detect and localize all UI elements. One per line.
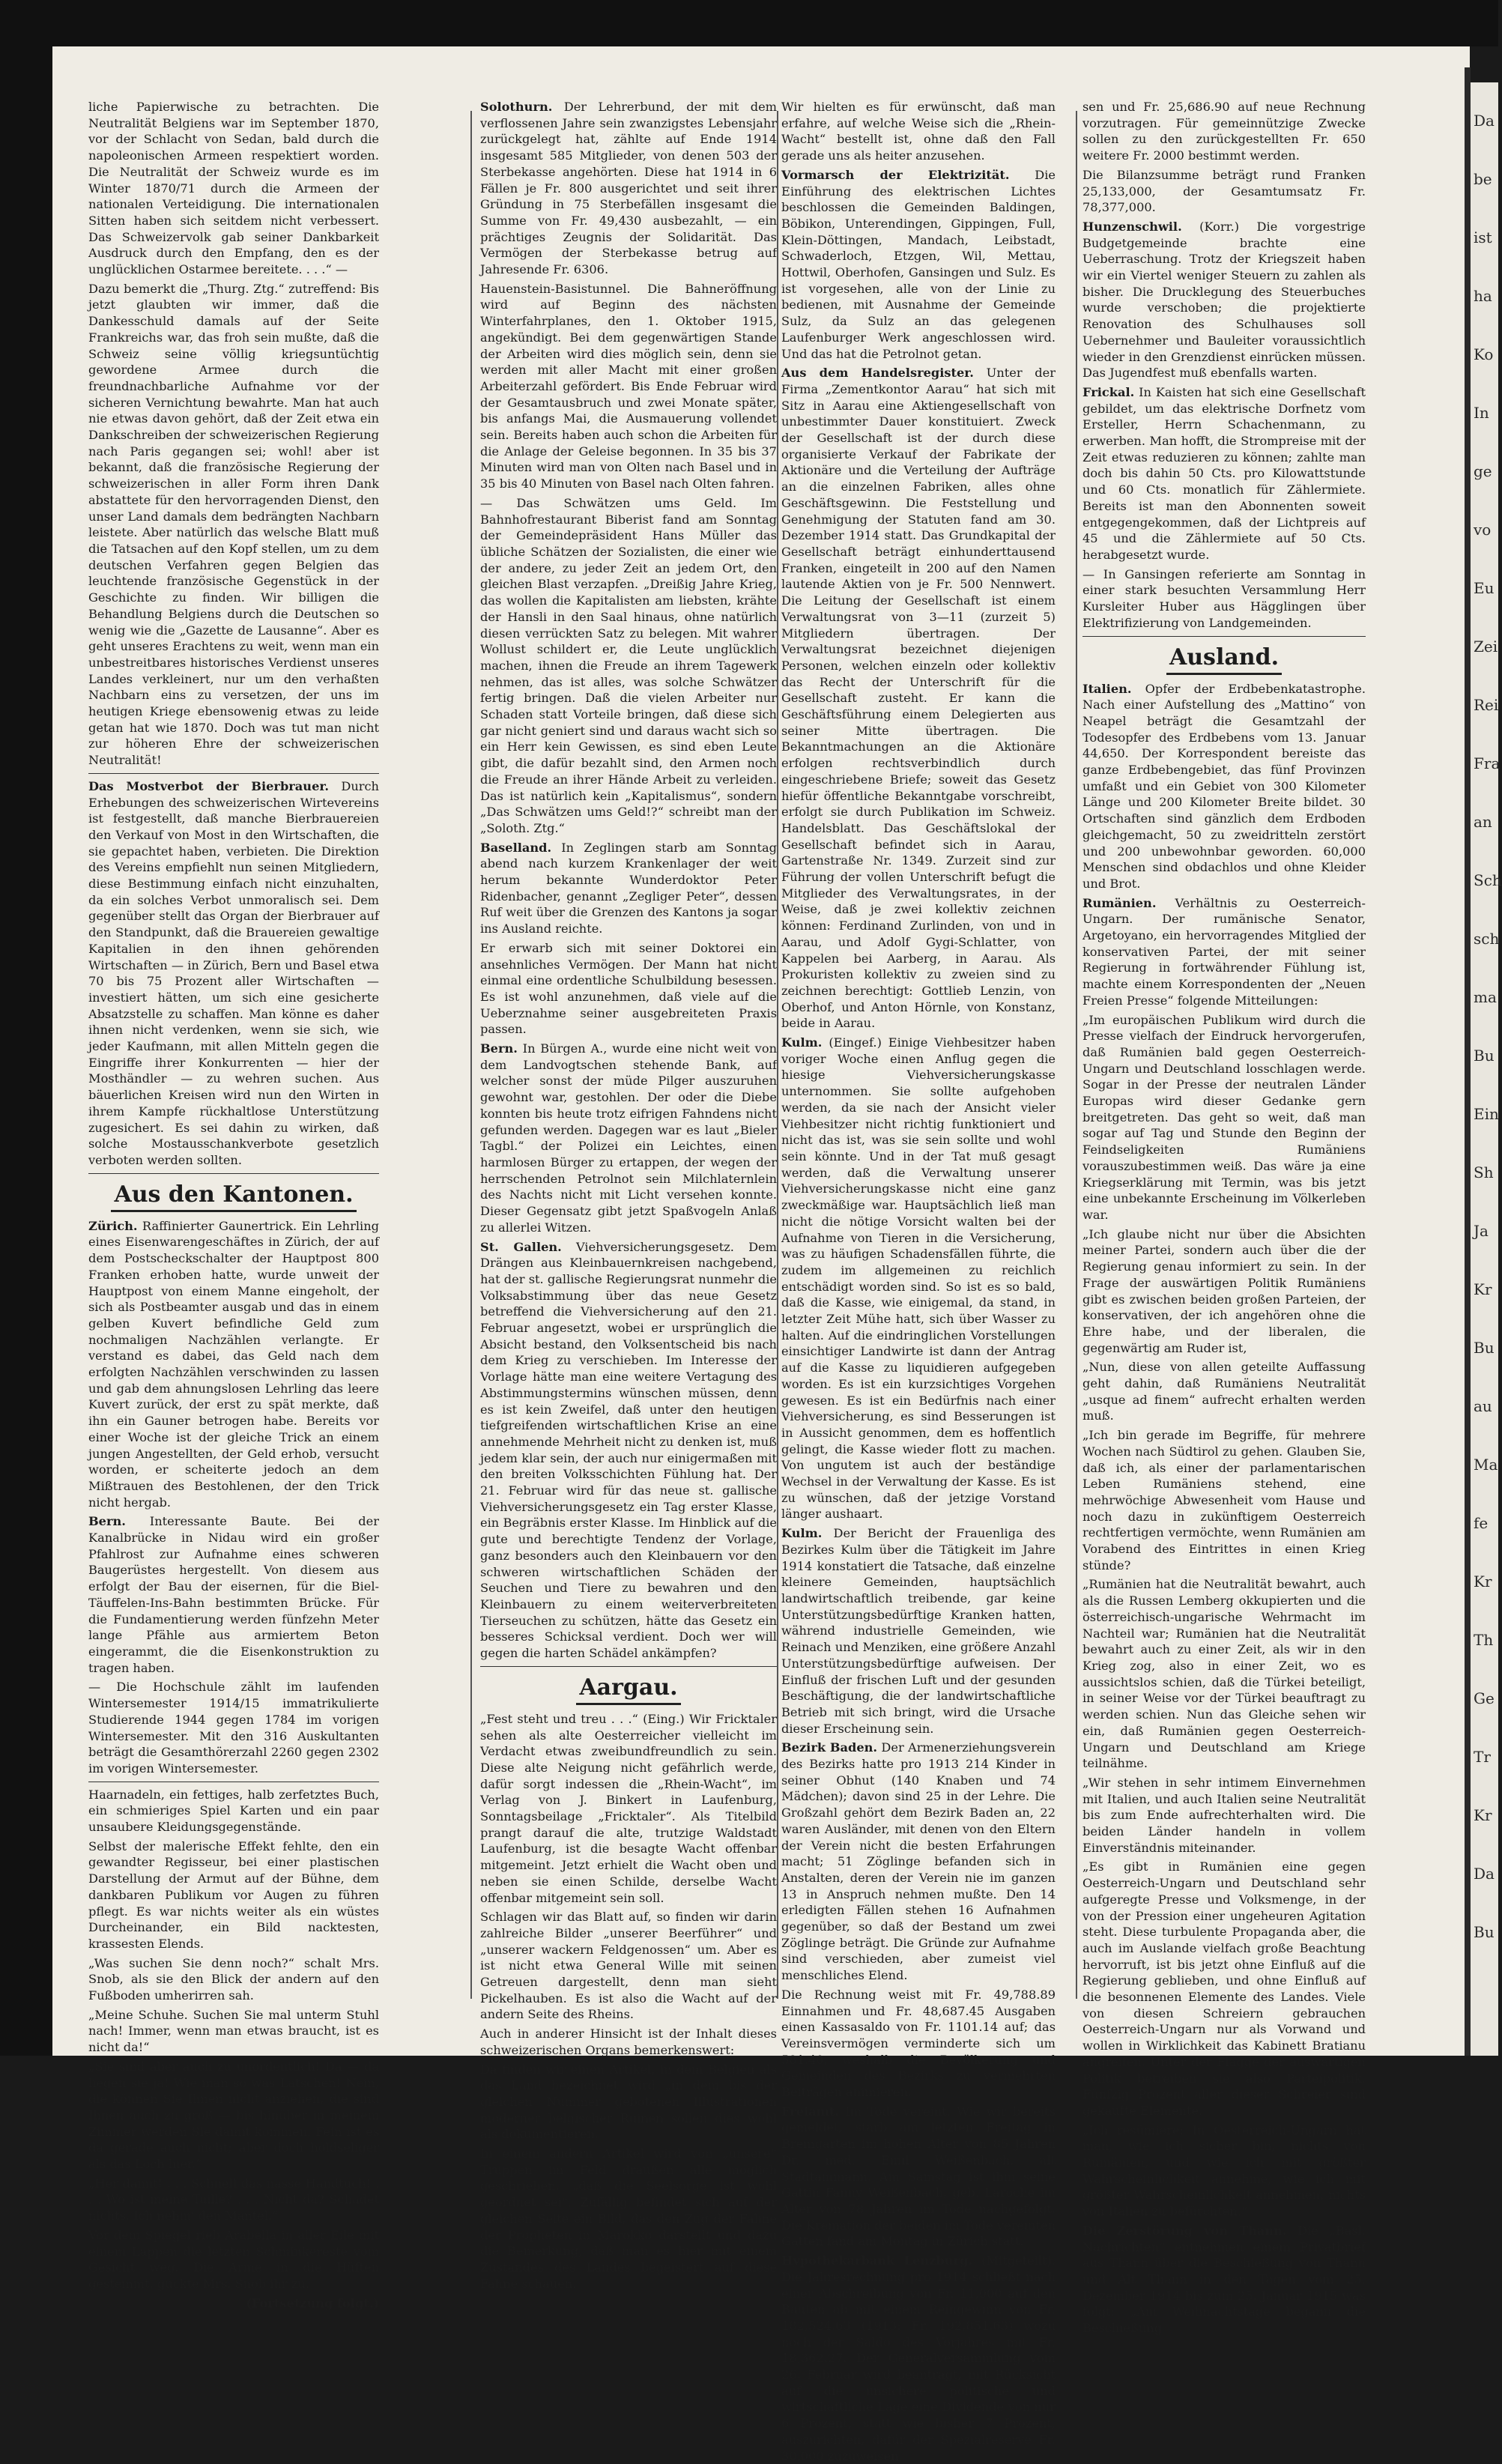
column-1 — [88, 99, 379, 2310]
article-body: (Korr.) Die vorgestrige Budgetgemeinde brachte eine Ueberraschung. Trotz der Kriegszeit haben wir ein Viertel weniger Steuern zu zahlen als bisher. Die Drucklegung des Steuerbuches wurde verschoben; die projektierte Renovation des Schulhauses soll Uebernehmer und Bauleiter voraussichtlich wieder in den Grenzdienst einrücken müssen. Das Jugendfest muß ebenfalls warten. — [1082, 219, 1366, 381]
article-paragraph: „Meine Schuhe. Suchen Sie mal unterm Stuhl nach! Immer, wenn man etwas braucht, ist es nicht da!“ — [88, 2007, 379, 2055]
continuation-note: (Fortsetzung folgt.) — [246, 2295, 379, 2310]
article-lead: Das Mostverbot der Bierbrauer. — [88, 778, 330, 793]
adjacent-page-fragment: Kr — [1474, 1572, 1492, 1590]
article-paragraph: Da finden wir einen Artikel, in dem Belgien als das Land bezeichnet wird „in dem bis der gleichen Nummer gebotenen Illustrationen moderner belgischer Ruinen sollen dies wohl als dokumentieren. — [480, 2062, 777, 2142]
article-body: In Bürgen A., wurde eine nicht weit von dem Landvogtschen stehende Bank, auf welcher sonst der müde Pilger auszuruhen gewohnt war, gestohlen. Der oder die Diebe konnten bis heute trotz eifrigen Fahndens nicht gefunden werden. Dagegen war es laut „Bieler Tagbl.“ der Polizei ein Leichtes, einen harmlosen Bürger zu ertappen, der wegen der herrschenden Petrolnot sein Milchlaternlein des Nachts nicht mit Licht versehen konnte. Dieser Gegensatz gibt jetzt Spaßvogeln Anlaß zu allerlei Witzen. — [480, 1041, 777, 1235]
article-lead: Vormarsch der Elektrizität. — [781, 167, 1010, 182]
adjacent-page-fragment: ha — [1474, 287, 1492, 305]
article-paragraph: sen und Fr. 25,686.90 auf neue Rechnung vorzutragen. Für gemeinnützige Zwecke sollen zu den zurückgestellten Fr. 650 weitere Fr. 2000 bestimmt werden. — [1082, 100, 1366, 163]
article-lead: Frickal. — [1082, 384, 1135, 399]
article-paragraph: Er erwarb sich mit seiner Doktorei ein ansehnliches Vermögen. Der Mann hat nicht einmal eine ordentliche Schulbildung besessen. Es ist wohl anzunehmen, daß viele auf die Ueberznahme seiner ausgebreiteten Praxis passen. — [480, 940, 777, 1037]
article-paragraph: „Sie sind aber auch zu unordentlich! Da — da liegen sie ja! Wie man so was Latschen! Nein, die können Sie Ihnen nicht anziehen, die sind Ihnen auch zu groß — bis hinüber in meinem Zimmer werden Sie damit kommen. Fein ist es da gerade auch nicht; aber doch holdseliger als das Loch hier.“ — [88, 2059, 379, 2172]
article-separator — [1082, 636, 1366, 637]
adjacent-page-fragment: Ein — [1474, 1105, 1499, 1123]
article-paragraph — [480, 1239, 777, 1662]
adjacent-page-fragment: Eu — [1474, 579, 1495, 597]
article-lead: Hunzenschwil. — [1082, 219, 1182, 234]
article-paragraph: Wir hielten es für erwünscht, daß man erfahre, auf welche Weise sich die „Rhein-Wacht“ bestellt ist, ohne daß den Fall gerade uns als heiter anzusehen. — [781, 100, 1056, 163]
article-paragraph — [1082, 384, 1366, 563]
article-paragraph — [88, 1513, 379, 1676]
article-lead: St. Gallen. — [480, 1239, 562, 1254]
article-lead: Rumänien. — [1082, 895, 1157, 910]
article-paragraph: „Ich glaube nicht nur über die Absichten meiner Partei, sondern auch über die der Regierung genau informiert zu sein. In der Frage der auswärtigen Politik Rumäniens gibt es zwischen beiden großen Parteien, der konservativen, der ich angehören ohne die Ehre habe, und der liberalen, die gegenwärtig am Ruder ist, — [1082, 1226, 1366, 1355]
article-paragraph — [781, 2253, 1056, 2464]
article-paragraph: „Fest steht und treu . . .“ (Eing.) Wir Fricktaler sehen als alte Oesterreicher vielleicht im Verdacht etwas zweibundfreundlich zu sein. Diese alte Neigung nicht gefährlich werde, dafür sorgt indessen die „Rhein-Wacht“, im Verlag von J. Binkert in Laufenburg, Sonntagsbeilage „Fricktaler“. Als Titelbild prangt darauf die alte, trutzige Waldstadt Laufenburg, ist die besagte Wacht offenbar mitgemeint. Jetzt erhielt die Wacht oben und neben sie einen Schilde, derselbe Wacht offenbar mitgemeint sein soll. — [480, 1711, 777, 1905]
adjacent-page-fragment: Th — [1474, 1631, 1494, 1649]
adjacent-page-fragment: Fra — [1474, 754, 1501, 772]
article-lead: Kulm. — [781, 1035, 823, 1050]
adjacent-page-fragment: ge — [1474, 462, 1492, 480]
article-body: Opfer der Erdbebenkatastrophe. Nach einer Aufstellung des „Mattino“ von Neapel beträgt die Gesamtzahl der Todesopfer des Erdbebens vom 13. Januar 44,650. Der Korrespondent bereiste das ganze Erdbebengebiet, das fünf Provinzen umfaßt und ein Gebiet von 300 Kilometer Länge und 200 Kilometer Breite bildet. 30 Ortschaften sind gänzlich dem Erdboden gleichgemacht, 50 zu zweidritteln zerstört und 200 unbewohnbar geworden. 60,000 Menschen sind obdachlos und ohne Kleider und Brot. — [1082, 681, 1366, 891]
article-lead: Italien. — [1082, 681, 1132, 696]
article-paragraph: „Es gibt in Rumänien eine gegen Oesterreich-Ungarn und Deutschland sehr aufgeregte Presse und Volksmenge, in der von der Pression einer ungeheuren Agitation steht. Diese turbulente Propaganda aber, die auch im Auslande vielfach große Beachtung hervorruft, ist bis jetzt ohne Einfluß auf die Regierung geblieben, und ohne Einfluß auf die besonnenen Elemente des Landes. Viele von diesen Schreiern gebrauchen Oesterreich-Ungarn nur als Vorwand und wollen in Wirklichkeit das Kabinett Bratianu angreifen. Unter der Flagge der auswärtigen Politik betreiben sie also Parteipolitik. Fünfzig Prozent aller dieser Schreier sind gekaufte Elemente. — [1082, 1859, 1366, 2118]
article-paragraph: „Was suchen Sie denn noch?“ schalt Mrs. Snob, als sie den Blick der andern auf den Fußboden umherirren sah. — [88, 1955, 379, 2003]
article-body: Raffinierter Gaunertrick. Ein Lehrling eines Eisenwarengeschäftes in Zürich, der auf dem Postscheckschalter der Hauptpost 800 Franken erhoben hatte, wurde unweit der Hauptpost von einem Manne eingeholt, der sich als Postbeamter ausgab und das in einem gelben Kuvert befindliche Geld zum nochmaligen Nachzählen verlangte. Er verstand es dabei, das Geld nach dem erfolgten Nachzählen verschwinden zu lassen und gab dem ahnungslosen Lehrling das leere Kuvert zurück, der erst zu spät merkte, daß ihn ein Gauner betrogen habe. Bereits vor einer Woche ist der gleiche Trick an einem jungen Angestellten, der Geld erhob, versucht worden, er scheiterte jedoch an dem Mißtrauen des Bestohlenen, der den Trick nicht hergab. — [88, 1218, 379, 1510]
article-body: Unter der Firma „Zementkontor Aarau“ hat sich mit Sitz in Aarau eine Aktiengesellschaft von unbestimmter Dauer konstituiert. Zweck der Gesellschaft ist der durch diese organisierte Verkauf der Fabrikate der Aktionäre und die Verteilung der Aufträge an die einzelnen Fabriken, alles ohne Geschäftsgewinn. Die Feststellung und Genehmigung der Statuten fand am 30. Dezember 1914 statt. Das Grundkapital der Gesellschaft beträgt einhunderttausend Franken, eingeteilt in 200 auf den Namen lautende Aktien von je Fr. 500 Nennwert. Die Leitung der Gesellschaft ist einem Verwaltungsrat von 3—11 (zurzeit 5) Mitgliedern übertragen. Der Verwaltungsrat bezeichnet diejenigen Personen, welchen einzeln oder kollektiv das Recht der Unterschrift für die Gesellschaft zusteht. Er kann die Geschäftsführung einem Delegierten aus seiner Mitte übertragen. Die Bekanntmachungen an die Aktionäre erfolgen rechtsverbindlich durch eingeschriebene Briefe; soweit das Gesetz hiefür öffentliche Bekanntgabe vorschreibt, erfolgt sie durch Publikation im Schweiz. Handelsblatt. Das Geschäftslokal der Gesellschaft befindet sich in Aarau, Gartenstraße Nr. 1349. Zurzeit sind zur Führung der vollen Unterschrift befugt die Mitglieder des Verwaltungsrates, in der Weise, daß je zwei kollektiv zeichnen können: Ferdinand Zurlinden, von und in Aarau, und Adolf Gygi-Schlatter, von Kappelen bei Aarberg, in Aarau. Als Prokuristen kollektiv zu zweien sind zu zeichnen berechtigt: Gottlieb Lenzin, von Oberhof, und Anton Hörnle, von Konstanz, beide in Aarau. — [781, 366, 1056, 1031]
article-lead: Freiamt. — [781, 2104, 839, 2119]
adjacent-page-fragment: In — [1474, 404, 1489, 422]
article-body: Viehversicherungsgesetz. Dem Drängen aus Kleinbauernkreisen nachgebend, hat der st. gallische Regierungsrat nunmehr die Volksabstimmung über das neue Gesetz betreffend die Viehversicherung auf den 21. Februar angesetzt, wobei er ursprünglich die Absicht bestand, den Volksentscheid bis nach dem Krieg zu verschieben. Im Interesse der Vorlage hätte man eine weitere Vertagung des Abstimmungstermins wünschen müssen, denn es ist kein Zweifel, daß unter den heutigen tiefgreifenden wirtschaftlichen Krise an eine annehmende Mehrheit nicht zu denken ist, muß jedem klar sein, der auch nur einigermaßen mit den breiten Volksschichten Fühlung hat. Der 21. Februar wird für das neue st. gallische Viehversicherungsgesetz ein Tag erster Klasse, ein Begräbnis erster Klasse. Im Hinblick auf die gute und berechtigte Tendenz der Vorlage, ganz besonders auch den Kleinbauern vor den schweren wirtschaftlichen Schäden der Seuchen und Tiere zu bewahren und den Kleinbauern zu einem weiterverbreiteten Tierseuchen zu schützen, hätte das Gesetz ein besseres Schicksal verdient. Doch wer will gegen die harten Schädel ankämpfen? — [480, 1239, 777, 1661]
adjacent-page-fragment: Zei — [1474, 638, 1498, 656]
adjacent-page-fragment: an — [1474, 813, 1492, 831]
adjacent-page-fragment: au — [1474, 1397, 1492, 1415]
article-lead: Aus dem Handelsregister. — [781, 366, 974, 381]
article-paragraph: Hauenstein-Basistunnel. Die Bahneröffnung wird auf Beginn des nächsten Winterfahrplanes, den 1. Oktober 1915, angekündigt. Bei dem gegenwärtigen Stande der Arbeiten wird dies möglich sein, denn sie werden mit aller Macht mit einer großen Arbeiterzahl gefördert. Bis Ende Februar wird der Gesamtausbruch und zwei Monate später, bis anfangs Mai, die Ausmauerung vollendet sein. Bereits haben auch schon die Arbeiten für die Anlage der Geleise begonnen. In 35 bis 37 Minuten wird man von Olten nach Basel und in 35 bis 40 Minuten von Basel nach Olten fahren. — [480, 281, 777, 491]
article-paragraph: „Ich bin gerade im Begriffe, für mehrere Wochen nach Südtirol zu gehen. Glauben Sie, daß ich, als einer der parlamentarischen Leben Rumäniens stehend, eine mehrwöchige Abwesenheit vom Hause und noch dazu in zukünftigem Oesterreich rechtfertigen vermöchte, wenn Rumänien am Vorabend des Eintrittes in einen Krieg stünde? — [1082, 1428, 1366, 1572]
column-2 — [480, 99, 777, 2291]
adjacent-page-fragment: Ko — [1474, 345, 1494, 363]
article-lead: Solothurn. — [480, 100, 553, 114]
adjacent-page-fragment: Ge — [1474, 1689, 1495, 1707]
adjacent-page-fragment: Kr — [1474, 1806, 1492, 1824]
column-3 — [781, 99, 1056, 2463]
article-lead: Bern. — [88, 1514, 126, 1529]
page-fold-edge — [1465, 67, 1471, 2056]
article-lead: Zürich. — [88, 1218, 138, 1233]
adjacent-page-fragment: Bu — [1474, 1047, 1495, 1065]
article-paragraph — [781, 167, 1056, 362]
article-body: In Kaisten hat sich eine Gesellschaft gebildet, um das elektrische Dorfnetz vom Ersteller, Herrn Schachenmann, zu erwerben. Man hofft, die Strompreise mit der Zeit etwas reduzieren zu können; zahlte man doch bis dahin 50 Cts. pro Kilowattstunde und 60 Cts. monatlich für Zählermiete. Bereits ist man den Abonnenten soweit entgegengekommen, daß der Lichtpreis auf 45 und die Zählermiete auf 50 Cts. herabgesetzt wurde. — [1082, 384, 1366, 562]
article-paragraph: Selbst der malerische Effekt fehlte, den ein gewandter Regisseur, bei einer plastischen Darstellung der Armut auf der Bühne, dem dankbaren Publikum vor Augen zu führen pflegt. Es war nichts weiter als ein wüstes Durcheinander, ein Bild nacktesten, krassesten Elends. — [88, 1838, 379, 1951]
article-lead: Bern. — [480, 1041, 518, 1056]
article-body: In Zeglingen starb am Sonntag abend nach kurzem Krankenlager der weit herum bekannte Wunderdoktor Peter Ridenbacher, genannt „Zegliger Peter“, dessen Ruf weit über die Grenzen des Kantons ja sogar ins Ausland reichte. — [480, 840, 777, 936]
article-body: (Mitgeteilt). Die Jahresrechnung pro 1914 schließt nach einer Abschreibung von Fr. 11,000 auf den Bauten ab mit einem Reingewinn von Fr. 182,524.63 (1913: Fr. 192,851.63) wozu noch der Saldo des Vorjahres mit Fr. 18,362.27. Der Generalversammlung vom 26. Februar wird beantragt, mit Rücksicht auf die unsichere politische und wirtschaftliche Lage eine Dividende von nur 6 Prozent, statt wie bisher 7 Prozent, auszurichten, dafür der Spezialreserve Fr. 30,000 zuzuweisen — [781, 2253, 1056, 2463]
adjacent-page-fragment: fe — [1474, 1514, 1489, 1532]
section-heading: Aus den Kantonen. — [111, 1181, 356, 1212]
article-separator — [88, 1173, 379, 1174]
article-paragraph: liche Papierwische zu betrachten. Die Neutralität Belgiens war im September 1870, vor der Schlacht von Sedan, bald durch die napoleonischen Armeen respektiert worden. Die Neutralität der Schweiz wurde es im Winter 1870/71 durch die Armeen der nationalen Verteidigung. Die internationalen Sitten haben sich seitdem nicht verbessert. Das Schweizervolk gab seiner Dankbarkeit Ausdruck durch den Empfang, den es der unglücklichen Ostarmee bereitete. . . .“ — — [88, 100, 379, 277]
article-body: Der Armenerziehungsverein des Bezirks hatte pro 1913 214 Kinder in seiner Obhut (140 Knaben und 74 Mädchen); davon sind 25 in der Lehre. Die Großzahl gehört dem Bezirk Baden an, 22 waren Ausländer, mit denen von den Eltern der Verein nicht die besten Erfahrungen macht; 51 Zöglinge befanden sich in Anstalten, deren der Verein nie im ganzen 13 in Anspruch nehmen mußte. Den 14 erledigten Fällen stehen 16 Aufnahmen gegenüber, so daß der Bestand um zwei Zöglinge beträgt. Die Gründe zur Aufnahme sind verschieden, aber zumeist viel menschliches Elend. — [781, 1740, 1056, 1983]
column-rule-2 — [777, 111, 778, 1999]
article-body: Die Einführung des elektrischen Lichtes beschlossen die Gemeinden Baldingen, Böbikon, Unterendingen, Gippingen, Full, Klein-Döttingen, Mandach, Leibstadt, Schwaderloch, Etzgen, Wil, Mettau, Hottwil, Oberhofen, Gansingen und Sulz. Es ist vorgesehen, alle von der Linie zu bedienen, mit Ausnahme der Gemeinde Sulz, da Sulz an das gelegenen Laufenburger Werk angeschlossen wird. Und das hat die Petrolnot getan. — [781, 167, 1056, 361]
adjacent-page-fragment: Da — [1474, 1865, 1495, 1883]
section-heading: Aargau. — [576, 1674, 680, 1705]
article-body: (Eingef.) Einige Viehbesitzer haben voriger Woche einen Anflug gegen die hiesige Viehversicherungskasse unternommen. Sie sollte aufgehoben werden, da sie nach der Ansicht vieler Viehbesitzer nicht richtig funktioniert und nicht das ist, was sie sein sollte und wohl sein könnte. Und in der Tat muß gesagt werden, daß die Verwaltung unserer Viehversicherungskasse nicht eine ganz zweckmäßige war. Hauptsächlich ließ man nicht die nötige Vorsicht walten bei der Aufnahme von Tieren in die Versicherung, was zu häufigen Schadensfällen führte, die zudem im allgemeinen zu reichlich entschädigt worden sind. So ist es so bald, daß die Kasse, wie einigemal, da stand, in letzter Zeit Mühe hatt, sich über Wasser zu halten. Auf die eindringlichen Vorstellungen einsichtiger Landwirte ist dann der Antrag auf die Kasse zu liquidieren aufgegeben worden. Es ist ein kurzsichtiges Vorgehen gewesen. Es ist ein Bedürfnis nach einer Viehversicherung, es sind Besserungen ist in Aussicht genommen, dem es hoffentlich gelingt, die Kasse wieder flott zu machen. Von ungutem ist auch der beständige Wechsel in der Verwaltung der Kasse. Es ist zu wünschen, daß der jetzige Vorstand länger aushaart. — [781, 1035, 1056, 1522]
article-paragraph — [480, 1041, 777, 1235]
article-paragraph: Schlagen wir das Blatt auf, so finden wir darin zahlreiche Bilder „unserer Beerführer“ und „unserer wackern Feldgenossen“ um. Aber es ist nicht etwa General Wille mit seinen Getreuen dargestellt, denn man sieht Pickelhauben. Es ist also die Wacht auf der andern Seite des Rheins. — [480, 1910, 777, 2022]
adjacent-page-fragment: Ja — [1474, 1222, 1489, 1240]
article-paragraph: — In Gansingen referierte am Sonntag in einer stark besuchten Versammlung Herr Kursleiter Huber aus Hägglingen über Elektrifizierung von Landgemeinden. — [1082, 566, 1366, 630]
article-body: Verhältnis zu Oesterreich-Ungarn. Der rumänische Senator, Argetoyano, ein hervorragendes Mitglied der konservativen Partei, der mit seiner Regierung in fortwährender Fühlung ist, machte einem Korrespondenten der „Neuen Freien Presse“ folgende Mitteilungen: — [1082, 895, 1366, 1008]
article-paragraph — [88, 778, 379, 1169]
article-paragraph: Haarnadeln, ein fettiges, halb zerfetztes Buch, ein schmieriges Spiel Karten und ein paar unsaubere Kleidungsgegenstände. — [88, 1787, 379, 1835]
article-paragraph — [781, 1035, 1056, 1522]
article-lead: Die Zerstörung von Thann. — [1082, 2223, 1287, 2238]
adjacent-page-fragment: Bu — [1474, 1339, 1495, 1357]
article-paragraph — [480, 840, 777, 937]
article-paragraph — [1082, 681, 1366, 892]
article-lead: Hypothekarbank Lenzburg. — [781, 2253, 973, 2268]
adjacent-page-fragment: sch — [1474, 930, 1500, 948]
adjacent-page-fragment: ma — [1474, 988, 1497, 1006]
adjacent-page-fragment: Sch — [1474, 871, 1502, 889]
column-rule-1 — [470, 111, 472, 1999]
article-paragraph: „Ich resümiere: In Oesterreich-Ungarn hat man, wie ich sicher bin, nichts von Rumänien, und wie ich mit größter Wahrscheinlichkeit annehme, wie ich mit größter Wahrscheinlichkeit annehmen, nichts von Italien zu befürchten.“ — [1082, 2122, 1366, 2219]
column-rule-3 — [1076, 111, 1077, 1999]
adjacent-page-fragment: be — [1474, 170, 1492, 188]
adjacent-page-fragment: vo — [1474, 521, 1492, 539]
adjacent-page-strip — [1471, 82, 1502, 2056]
article-body: Der Lehrerbund, der mit dem verflossenen Jahre sein zwanzigstes Lebensjahr zurückgelegt hat, zählte auf Ende 1914 insgesamt 585 Mitglieder, von denen 503 der Sterbekasse angehörten. Diese hat 1914 in 6 Fällen je Fr. 800 ausgerichtet und seit ihrer Gründung in 75 Sterbefällen insgesamt die Summe von Fr. 49,430 ausbezahlt, — ein prächtiges Zeugnis der Solidarität. Das Vermögen der Sterbekasse betrug auf Jahresende Fr. 6306. — [480, 100, 777, 277]
article-paragraph: In einem andern Artikel wird von „unsere“ Truppen im Feld draußen alle möglich geschrieben, „daß die Seelsorge ist wohl geordnet sei“. Zufällig befindet sich auf der gleichen Seite ein Bild, das den Zug der Fahne der Propheten in Marokko darstellt und dazu die Bemerkung, daß man es hier mit einem Zustandes des Landes begeistert auf diese Fahne schauen. — [480, 2146, 777, 2291]
column-4 — [1082, 99, 1366, 2336]
article-paragraph: Die Rechnung weist mit Fr. 49,788.89 Einnahmen und Fr. 48,687.45 Ausgaben einen Kassasaldo von Fr. 1101.14 auf; das Vereinsvermögen verminderte sich um 581.40, weshalb die Bevölkerung und Gemeinden des Bezirks zu vermehrten Beiträgen animieren. — [781, 1987, 1056, 2100]
adjacent-page-fragment: Ma — [1474, 1456, 1498, 1474]
article-paragraph: „Nun, diese von allen geteilte Auffassung geht dahin, daß Rumäniens Neutralität „usque ad finem“ aufrecht erhalten werden muß. — [1082, 1360, 1366, 1423]
article-paragraph — [1082, 2223, 1366, 2337]
article-body: Im Tode vereint. Wie wir bereits gemeldet, starb am letzten Freitag in Bremgarten im hohen Alter von 85 Jahren Dr. med. Emil Weißenbach, alt Stadtammann. Am Samstag ist ihm seine Gattin Fanny Weißenbach, geb. Laroche im Alter von 78 Jahren im Tode nachgefolgt. Die Kremation der beiden im Tode vereinten Gatten fand am Montag in Zürich statt. — [781, 2104, 1056, 2249]
article-paragraph — [781, 365, 1056, 1032]
adjacent-page-fragment: Rei — [1474, 696, 1499, 714]
article-paragraph — [480, 99, 777, 278]
adjacent-page-fragment: Kr — [1474, 1280, 1492, 1298]
article-lead: Baselland. — [480, 840, 552, 855]
article-paragraph — [781, 1525, 1056, 1737]
article-paragraph — [781, 2104, 1056, 2250]
adjacent-page-fragment: Tr — [1474, 1748, 1491, 1766]
adjacent-page-fragment: Sh — [1474, 1163, 1494, 1181]
scan-border-top — [0, 0, 1498, 46]
adjacent-page-fragment: Bu — [1474, 1923, 1495, 1941]
adjacent-page-fragment: Da — [1474, 112, 1495, 130]
article-paragraph: Die Bilanzsumme beträgt rund Franken 25,133,000, der Gesamtumsatz Fr. 78,377,000. — [1082, 167, 1366, 215]
article-body: Interessante Baute. Bei der Kanalbrücke in Nidau wird ein großer Pfahlrost zur Aufnahme eines schweren Baugerüstes hergestellt. Von diesem aus erfolgt der Bau der eisernen, für die Biel-Täuffelen-Ins-Bahn bestimmten Brücke. Für die Fundamentierung werden fünfzehn Meter lange Pfähle aus armiertem Beton eingerammt, die die Eisenkonstruktion zu tragen haben. — [88, 1514, 379, 1675]
article-paragraph: „Rumänien hat die Neutralität bewahrt, auch als die Russen Lemberg okkupierten und die österreichisch-ungarische Wehrmacht im Nachteil war; Rumänien hat die Neutralität bewahrt auch zu einer Zeit, als wir in den Krieg zog, also in einer Zeit, wo es aussichtslos schien, daß die Türkei beteiligt, in seiner Weise vor der Türkei beauftragt zu werden schien. Nun das Gleiche sehen wir ein, daß Rumänien gegen Oesterreich-Ungarn und Deutschland am Kriege teilnähme. — [1082, 1577, 1366, 1771]
article-paragraph: — Das Schwätzen ums Geld. Im Bahnhofrestaurant Biberist fand am Sonntag der Gemeindepräsident Hans Müller das übliche Schätzen der Sozialisten, die einer wie der andere, zu jeder Zeit an jedem Ort, den gleichen Blast verzapfen. „Dreißig Jahre Krieg, das wollen die Kapitalisten am liebsten, krähte der Hansli in den Saal hinaus, ohne natürlich diesen verrückten Satz zu belegen. Mit wahrer Wollust schildert er, die Leute unglücklich machen, ihnen die Freude an ihrem Tagewerk nehmen, das ist alles, was solche Schwätzer fertig bringen. Daß die vielen Arbeiter nur Schaden statt Vorteile bringen, daß diese sich gar nicht geniert sind und daraus wacht sich so ein Herr kein Gewissen, es sind eben Leute gibt, die dafür bezahlt sind, den Armen noch die Freude an ihrer Hände Arbeit zu verleiden. Das ist natürlich kein „Kapitalismus“, sondern „Das Schwätzen ums Geld!?“ schreibt man der „Soloth. Ztg.“ — [480, 495, 777, 835]
article-body: Die „Basl. Nachrichten“ entnehmen einem Privatbrief aus Thann über die Beschießung von Thann und Alt Thann in den Tagen vom 25. Dezember 1914 bis zum 25. Januar 1915 was folgt: „Am Weihnachtstage begann die Beschießung — [1082, 2223, 1366, 2336]
adjacent-page-fragment: ist — [1474, 228, 1492, 246]
article-body: Der Bericht der Frauenliga des Bezirkes Kulm über die Tätigkeit im Jahre 1914 konstatiert die Tatsache, daß einzelne kleinere Gemeinden, hauptsächlich landwirtschaftlich treibende, gar keine Unterstützungsbedürftige Kranken hatten, während industrielle Gemeinden, wie Reinach und Menziken, eine größere Anzahl Unterstützungsbedürftige aufweisen. Der Einfluß der frischen Luft und der gesunden Beschäftigung, die der landwirtschaftliche Betrieb mit sich bringt, wird die Ursache dieser Erscheinung sein. — [781, 1526, 1056, 1736]
section-heading: Ausland. — [1166, 644, 1282, 675]
article-separator — [88, 773, 379, 774]
article-paragraph: Vor dem Spiegel rieb Arabella in aller Eile mit einem Lappen die letzten Schminkereste vom Gesicht weg. Die Arme in die Hüften gestemmt, guckte Mrs. Snob ihr zu. — [88, 2227, 379, 2291]
article-paragraph: Dazu bemerkt die „Thurg. Ztg.“ zutreffend: Bis jetzt glaubten wir immer, daß die Dankesschuld damals auf der Seite Frankreichs war, das froh sein mußte, daß die Schweiz seine völlig kriegsuntüchtig gewordene Armee durch die freundnachbarliche Aufnahme vor der sicheren Vernichtung bewahrte. Man hat auch nie etwas davon gehört, daß der Zeit etwa ein Dankschreiben der schweizerischen Regierung nach Paris gegangen sei; wohl! aber ist bekannt, daß die französische Regierung der schweizerischen in aller Form ihren Dank abstattete für den hervorragenden Dienst, den unser Land damals dem bedrängten Nachbarn leistete. Aber natürlich das welsche Blatt muß die Tatsachen auf den Kopf stellen, um zu dem deutschen Verfahren gegen Belgien das leuchtende französische Gegenstück in der Geschichte zu finden. Wir billigen die Behandlung Belgiens durch die Deutschen so wenig wie die „Gazette de Lausanne“. Aber es geht unseres Erachtens zu weit, wenn man ein unbestreitbares historisches Verdienst unseres Landes verkleinert, nur um den verhaßten Nachbarn eins zu versetzen, der uns im heutigen Kriege ebensowenig etwas zu leide getan hat wie 1870. Doch was tut man nicht zur höheren Ehre der schweizerischen Neutralität! — [88, 281, 379, 768]
article-paragraph: „Im europäischen Publikum wird durch die Presse vielfach der Eindruck hervorgerufen, daß Rumänien bald gegen Oesterreich-Ungarn und Deutschland losschlagen werde. Sogar in der Presse der neutralen Länder Europas wird dieser Gedanke gern breitgetreten. Das geht so weit, daß man sogar auf Tag und Stunde den Beginn der Feindseligkeiten Rumäniens vorauszubestimmen weiß. Das wäre ja eine Kriegserklärung mit Termin, was bis jetzt eine unbekannte Erscheinung im Völkerleben war. — [1082, 1012, 1366, 1222]
article-paragraph: — Die Hochschule zählt im laufenden Wintersemester 1914/15 immatrikulierte Studierende 1944 gegen 1784 im vorigen Wintersemester. Mit den 316 Auskultanten beträgt die Gesamthörerzahl 2260 gegen 2302 im vorigen Wintersemester. — [88, 1680, 379, 1776]
article-paragraph: „Wir stehen in sehr intimem Einvernehmen mit Italien, und auch Italien seine Neutralität bis zum Ende aufrechterhalten wird. Die beiden Länder handeln in vollem Einverständnis miteinander. — [1082, 1775, 1366, 1855]
article-paragraph — [781, 1740, 1056, 1984]
article-lead: Bezirk Baden. — [781, 1740, 878, 1755]
article-body: Durch Erhebungen des schweizerischen Wirtevereins ist festgestellt, daß manche Bierbrauereien den Verkauf von Most in den Wirtschaften, die sie gepachtet haben, verbieten. Die Direktion des Vereins empfiehlt nun seinen Mitgliedern, diese Bestimmung einfach nicht einzuhalten, da ein solches Verbot unmoralisch sei. Dem gegenüber stellt das Organ der Bierbrauer auf den Standpunkt, daß die Brauereien gewaltige Kapitalien in den ihnen gehörenden Wirtschaften — in Zürich, Bern und Basel etwa 70 bis 75 Prozent aller Wirtschaften — investiert hätten, um sich eine gesicherte Absatzstelle zu schaffen. Man könne es daher ihnen nicht verdenken, wenn sie sich, wie jeder Kaufmann, mit allen Mitteln gegen die Eingriffe ihrer Konkurrenten — hier der Mosthändler — zu wehren suchen. Aus bäuerlichen Kreisen wird nun den Wirten in ihrem Kampfe rückhaltlose Unterstützung zugesichert. Es sei dahin zu wirken, daß solche Mostausschankverbote gesetzlich verboten werden sollten. — [88, 778, 379, 1167]
article-lead: Kulm. — [781, 1526, 823, 1541]
article-paragraph: „Her damit! . . . Schnell das nasse Handtuch! . . . Wo ist meine Taille? . . . Nicht da? Schadet nichts. Ich nehm' den Mantel.“ — [88, 2176, 379, 2224]
article-paragraph — [1082, 219, 1366, 381]
article-paragraph — [88, 1218, 379, 1511]
article-paragraph: Auch in anderer Hinsicht ist der Inhalt dieses schweizerischen Organs bemerkenswert: — [480, 2026, 777, 2057]
article-paragraph — [1082, 895, 1366, 1009]
scan-border-left — [0, 0, 52, 2056]
article-separator — [480, 1666, 777, 1667]
